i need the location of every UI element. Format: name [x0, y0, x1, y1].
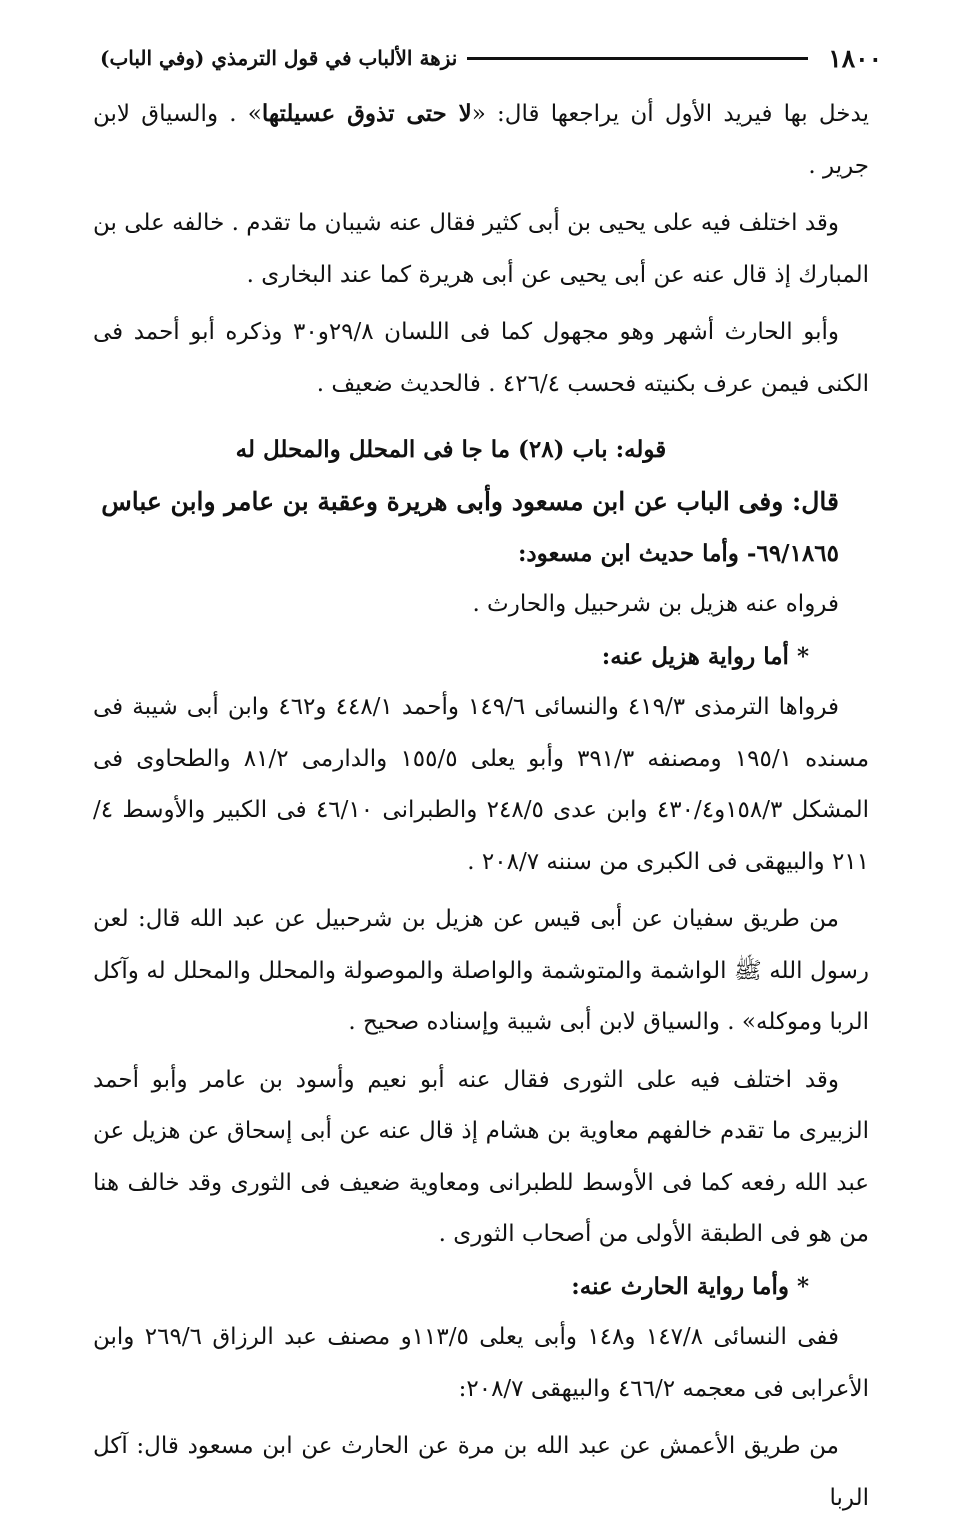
page-number: ١٨٠٠: [828, 43, 882, 73]
sub-heading-hazil: * أما رواية هزيل عنه:: [601, 642, 809, 670]
page-header: [100, 38, 882, 78]
paragraph-4: فرواه عنه هزيل بن شرحبيل والحارث .: [472, 591, 839, 617]
qal-heading: قال: وفى الباب عن ابن مسعود وأبى هريرة وعقبة بن عامر وابن عباس: [101, 486, 839, 516]
paragraph-8: ففى النسائى ١٤٧/٨ و١٤٨ وأبى يعلى ١١٣/٥و مصنف عبد الرزاق ٢٦٩/٦ وابن الأعرابى فى معجمه ٤٦٦/٢ والبيهقى ٢٠٨/٧:: [93, 1324, 869, 1402]
hadith-heading: ٦٩/١٨٦٥- وأما حديث ابن مسعود:: [517, 539, 839, 567]
paragraph-2: وقد اختلف فيه على يحيى بن أبى كثير فقال عنه شيبان ما تقدم . خالفه على بن المبارك إذ قال عنه عن أبى يحيى عن أبى هريرة كما عند البخارى .: [93, 210, 869, 288]
paragraph-1: [93, 88, 869, 192]
paragraph-1-start: يدخل بها فيريد الأول أن يراجعها قال: «: [471, 101, 869, 127]
paragraph-7: وقد اختلف فيه على الثورى فقال عنه أبو نعيم وأسود بن عامر وأبو أحمد الزبيرى ما تقدم خالفهم معاوية بن هشام إذ قال عنه عن أبى إسحاق عن هزيل عن عبد الله رفعه كما فى الأوسط للطبرانى ومعاوية ضعيف فى الثورى وقد خالف هنا من هو فى الطبقة الأولى من أصحاب الثورى .: [93, 1066, 869, 1247]
paragraph-6: من طريق سفيان عن أبى قيس عن هزيل بن شرحبيل عن عبد الله قال: لعن رسول الله ﷺ الواشمة والمتوشمة والواصلة والموصولة والمحلل والمحلل له وآكل الربا وموكله» . والسياق لابن أبى شيبة وإسناده صحيح .: [93, 906, 869, 1035]
sub-heading-harith: * وأما رواية الحارث عنه:: [571, 1272, 809, 1300]
running-title: نزهة الألباب في قول الترمذي (وفي الباب): [100, 46, 458, 70]
body-text: [93, 88, 869, 1524]
paragraph-5: فرواها الترمذى ٤١٩/٣ والنسائى ١٤٩/٦ وأحمد ٤٤٨/١ و٤٦٢ وابن أبى شيبة فى مسنده ١٩٥/١ ومصنفه ٣٩١/٣ وأبو يعلى ١٥٥/٥ والدارمى ٨١/٢ والطحاوى فى المشكل ١٥٨/٣و٤٣٠/٤ وابن عدى ٢٤٨/٥ والطبرانى ٤٦/١٠ فى الكبير والأوسط ٤/ ٢١١ والبيهقى فى الكبرى من سننه ٢٠٨/٧ .: [93, 694, 870, 875]
paragraph-9: من طريق الأعمش عن عبد الله بن مرة عن الحارث عن ابن مسعود قال: آكل الربا: [93, 1433, 869, 1511]
paragraph-3: وأبو الحارث أشهر وهو مجهول كما فى اللسان ٢٩/٨و٣٠ وذكره أبو أحمد فى الكنى فيمن عرف بكنيته فحسب ٤٢٦/٤ . فالحديث ضعيف .: [93, 319, 869, 397]
header-rule: [467, 57, 808, 60]
chapter-heading: قوله: باب (٢٨) ما جا فى المحلل والمحلل له: [235, 436, 667, 463]
paragraph-1-end: » . والسياق لابن جرير .: [93, 101, 869, 179]
paragraph-1-quote: لا حتى تذوق عسيلتها: [261, 100, 472, 127]
